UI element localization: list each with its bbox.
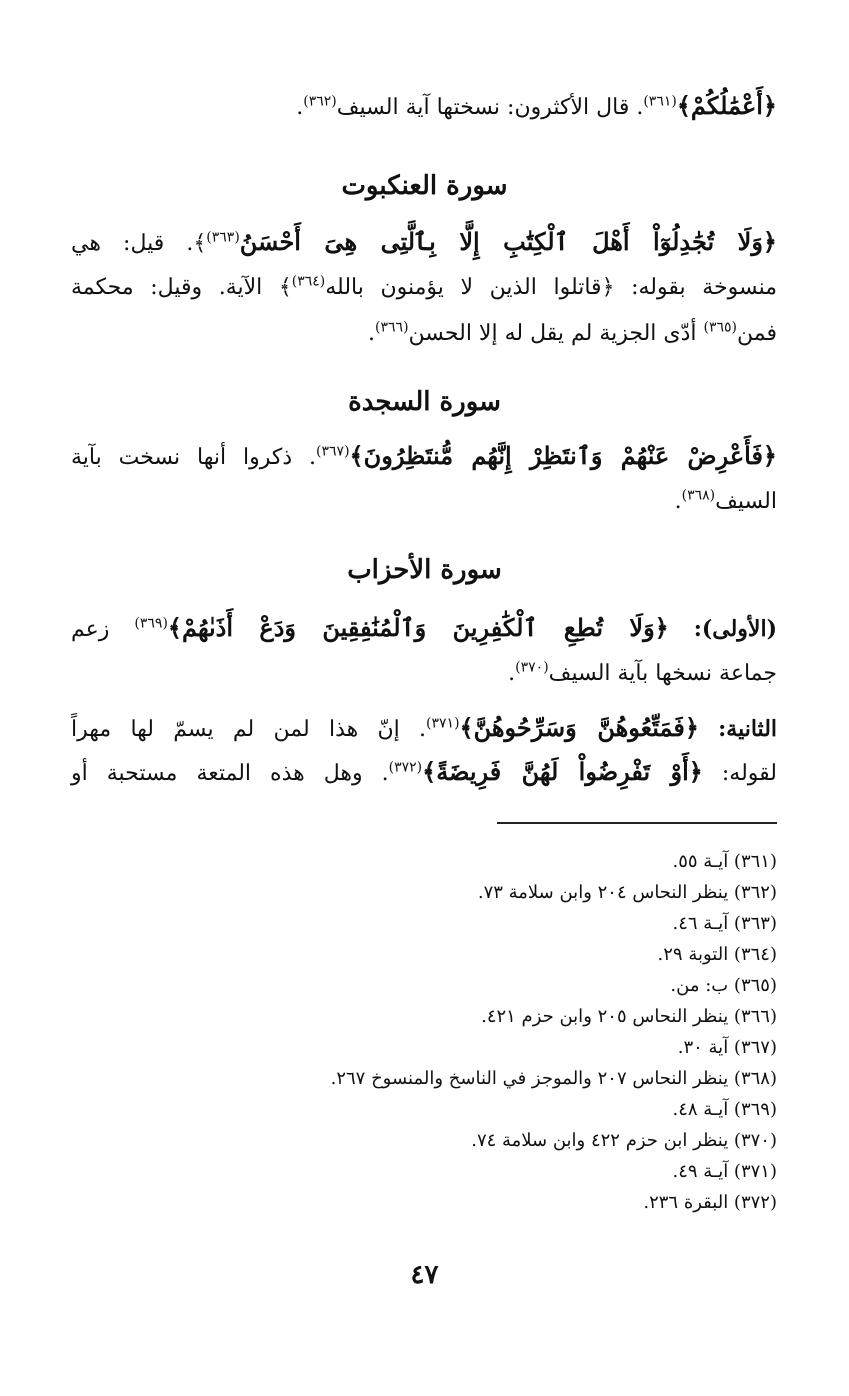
section-heading: سورة السجدة [348, 387, 501, 417]
footnote-ref: (٣٧١) [426, 715, 460, 732]
body-text: زعم [71, 617, 110, 642]
body-line [71, 484, 777, 520]
quran-verse: ﴿أَعْمَٰلُكُمْ﴾ [676, 91, 777, 120]
punctuation: . [508, 661, 516, 686]
body-text: لقوله: [721, 761, 777, 786]
footnote-ref: (٣٦٢) [303, 93, 337, 110]
footnote: (٣٧١) آيـة ٤٩. [672, 1161, 777, 1182]
body-text: . إنّ هذا لمن لم يسمّ لها مهراً [71, 717, 427, 742]
quran-verse: ﴿وَلَا تُجَٰدِلُوٓاْ أَهْلَ ٱلْكِتَٰبِ إِلَّا بِٱلَّتِى هِىَ أَحْسَنُ [239, 227, 777, 256]
punctuation: . [674, 489, 682, 514]
body-text: فمن [737, 321, 777, 346]
footnote-ref: (٣٦١) [643, 93, 677, 110]
footnote-ref: (٣٦٧) [316, 443, 350, 460]
footnote: (٣٦٨) ينظر النحاس ٢٠٧ والموجز في الناسخ والمنسوخ ٢٦٧. [330, 1068, 777, 1089]
footnote-ref: (٣٦٥) [703, 319, 738, 336]
section-heading: سورة الأحزاب [347, 555, 502, 585]
footnote-ref: (٣٧٢) [388, 759, 423, 776]
body-text: ﴾ الآية. وقيل: محكمة [71, 275, 292, 300]
footnote-ref: (٣٦٨) [681, 487, 716, 504]
body-line [71, 316, 777, 352]
body-text: السيف [715, 489, 777, 514]
quran-verse: ﴿فَمَتِّعُوهُنَّ وَسَرِّحُوهُنَّ﴾ [459, 713, 699, 742]
footnote: (٣٦٩) آيـة ٤٨. [672, 1099, 777, 1120]
page-number: ٤٧ [410, 1260, 439, 1290]
body-text: منسوخة بقوله: ﴿قاتلوا الذين لا يؤمنون بالله [325, 275, 777, 300]
quran-verse: ﴿فَأَعْرِضْ عَنْهُمْ وَٱنتَظِرْ إِنَّهُم مُّنتَظِرُونَ﴾ [349, 441, 777, 470]
footnote: (٣٦٦) ينظر النحاس ٢٠٥ وابن حزم ٤٢١. [481, 1006, 777, 1027]
footnote: (٣٦٣) آيـة ٤٦. [672, 913, 777, 934]
footnotes-list [71, 846, 777, 1218]
footnote: (٣٦١) آيـة ٥٥. [672, 851, 777, 872]
body-line [71, 710, 777, 748]
footnote-divider [497, 822, 777, 824]
body-text: . قال الأكثرون: نسختها آية السيف [336, 95, 644, 120]
quran-verse: ﴿أَوْ تَفْرِضُواْ لَهُنَّ فَرِيضَةً﴾ [422, 757, 703, 786]
body-text: أدّى الجزية لم يقل له إلا الحسن [408, 321, 704, 346]
quran-verse: ﴿وَلَا تُطِعِ ٱلْكَٰفِرِينَ وَٱلْمُنَٰفِقِينَ وَدَعْ أَذَىٰهُمْ﴾ [167, 613, 669, 642]
body-text: . وهل هذه المتعة مستحبة أو [71, 761, 389, 786]
footnote-ref: (٣٦٩) [134, 615, 168, 632]
section-heading: سورة العنكبوت [341, 171, 508, 201]
footnote: (٣٦٢) ينظر النحاس ٢٠٤ وابن سلامة ٧٣. [477, 882, 777, 903]
body-text: . ذكروا أنها نسخت بآية [71, 445, 317, 470]
body-line [71, 754, 777, 792]
body-text: ﴾. قيل: هي [71, 231, 207, 256]
punctuation: . [368, 321, 376, 346]
body-line [71, 610, 777, 648]
body-line [71, 270, 777, 306]
footnote-ref: (٣٦٤) [291, 273, 326, 290]
body-line [71, 656, 777, 692]
body-line [71, 438, 777, 476]
item-label: (الأولى): [693, 616, 777, 642]
footnote: (٣٦٧) آية ٣٠. [677, 1037, 777, 1058]
footnote: (٣٦٤) التوبة ٢٩. [657, 944, 777, 965]
footnote-ref: (٣٦٦) [375, 319, 409, 336]
footnote: (٣٧٢) البقرة ٢٣٦. [643, 1192, 777, 1213]
footnote-ref: (٣٦٣) [206, 229, 240, 246]
punctuation: . [296, 95, 304, 120]
footnote-ref: (٣٧٠) [515, 659, 549, 676]
item-label: الثانية: [718, 716, 778, 742]
footnote: (٣٦٥) ب: من. [670, 975, 777, 996]
continuation-line [71, 88, 777, 126]
footnote: (٣٧٠) ينظر ابن حزم ٤٢٢ وابن سلامة ٧٤. [471, 1130, 777, 1151]
body-line [71, 224, 777, 262]
body-text: جماعة نسخها بآية السيف [548, 661, 777, 686]
